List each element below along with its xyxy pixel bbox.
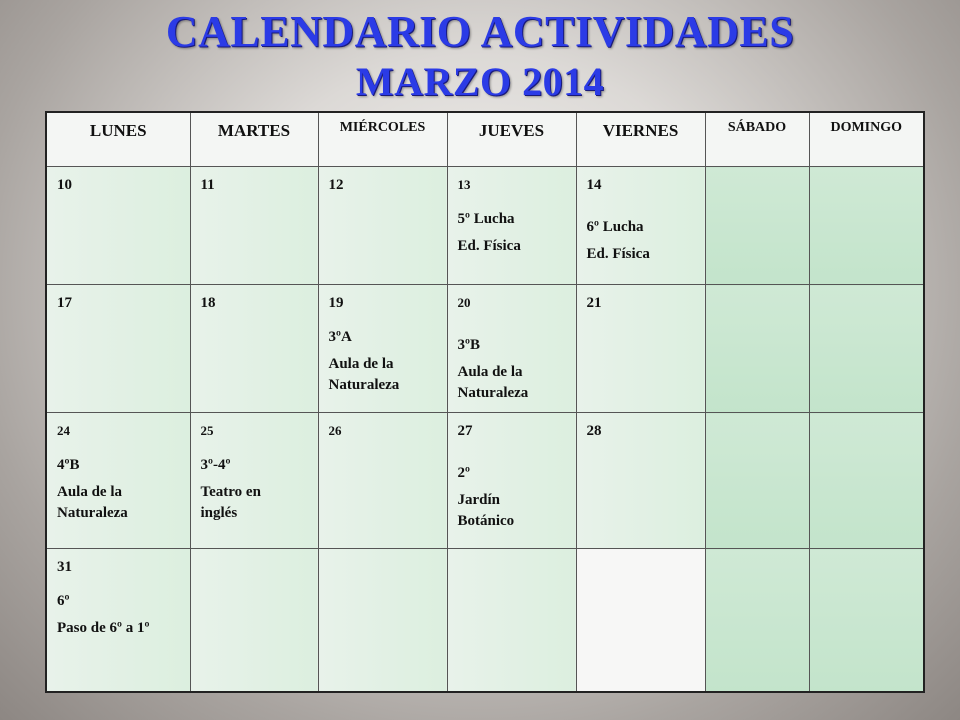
- day-number: 31: [57, 559, 72, 575]
- day-cell: [190, 285, 318, 413]
- day-cell: [576, 167, 705, 285]
- header-miercoles: MIÉRCOLES: [318, 112, 447, 167]
- activity-text: inglés: [200, 505, 238, 521]
- day-cell: [576, 413, 705, 549]
- week-row: [46, 167, 924, 285]
- day-number: 28: [586, 423, 602, 439]
- day-cell: [447, 285, 576, 413]
- day-cell-sunday: [809, 413, 924, 549]
- header-martes: MARTES: [190, 112, 318, 167]
- day-cell: [318, 285, 447, 413]
- day-cell-sunday: [809, 549, 924, 693]
- day-cell: [46, 167, 190, 285]
- day-cell: [46, 285, 190, 413]
- day-number: 19: [328, 295, 344, 311]
- day-cell-saturday: [705, 167, 809, 285]
- activity-text: Naturaleza: [57, 505, 128, 521]
- day-number: 20: [457, 295, 471, 310]
- activity-text: 4ºB: [57, 457, 80, 473]
- header-jueves: JUEVES: [447, 112, 576, 167]
- header-sabado: SÁBADO: [705, 112, 809, 167]
- day-number: 27: [457, 423, 473, 439]
- month-title: MARZO 2014: [355, 59, 605, 104]
- day-cell: [46, 413, 190, 549]
- activity-text: 3ºA: [328, 329, 352, 345]
- day-cell: [318, 549, 447, 693]
- day-number: 25: [200, 423, 214, 438]
- day-number: 17: [57, 295, 72, 311]
- activity-text: 5º Lucha: [457, 211, 515, 227]
- day-cell: [318, 167, 447, 285]
- calendar-table: [45, 111, 925, 693]
- day-number: 13: [457, 177, 471, 192]
- activity-text: Aula de la: [457, 364, 523, 380]
- activity-text: Naturaleza: [328, 377, 400, 393]
- day-cell: [447, 413, 576, 549]
- day-cell: [576, 285, 705, 413]
- activity-text: 2º: [457, 465, 470, 481]
- day-number: 11: [200, 177, 215, 193]
- header-row: [46, 112, 924, 167]
- activity-text: Botánico: [457, 513, 515, 529]
- day-cell: [318, 413, 447, 549]
- activity-text: 6º Lucha: [586, 219, 644, 235]
- day-number: 12: [328, 177, 344, 193]
- day-number: 21: [586, 295, 602, 311]
- day-number: 10: [57, 177, 72, 193]
- day-cell: [46, 549, 190, 693]
- activity-text: 3ºB: [457, 337, 480, 353]
- activity-text: Aula de la: [328, 356, 394, 372]
- activity-text: Teatro en: [200, 484, 261, 500]
- activity-text: Jardín: [457, 492, 501, 508]
- day-cell-saturday: [705, 285, 809, 413]
- week-row: [46, 413, 924, 549]
- day-number: 14: [586, 177, 602, 193]
- header-viernes: VIERNES: [576, 112, 705, 167]
- activity-text: Naturaleza: [457, 385, 529, 401]
- day-cell: [190, 549, 318, 693]
- week-row: [46, 285, 924, 413]
- header-domingo: DOMINGO: [809, 112, 924, 167]
- activity-text: Ed. Física: [586, 246, 650, 262]
- activity-text: Paso de 6º a 1º: [57, 620, 150, 636]
- activity-text: Aula de la: [57, 484, 123, 500]
- day-cell: [190, 413, 318, 549]
- day-cell: [447, 167, 576, 285]
- day-number: 18: [200, 295, 216, 311]
- activity-text: Ed. Física: [457, 238, 521, 254]
- day-cell: [576, 549, 705, 693]
- day-cell-saturday: [705, 413, 809, 549]
- day-cell: [190, 167, 318, 285]
- day-cell-saturday: [705, 549, 809, 693]
- activity-text: 6º: [57, 593, 70, 609]
- week-row: [46, 549, 924, 693]
- activity-text: 3º-4º: [200, 457, 231, 473]
- day-cell-sunday: [809, 167, 924, 285]
- day-cell: [447, 549, 576, 693]
- day-number: 26: [328, 423, 342, 438]
- day-cell-sunday: [809, 285, 924, 413]
- page-title: CALENDARIO ACTIVIDADES: [165, 7, 795, 56]
- header-lunes: LUNES: [46, 112, 190, 167]
- day-number: 24: [57, 423, 70, 438]
